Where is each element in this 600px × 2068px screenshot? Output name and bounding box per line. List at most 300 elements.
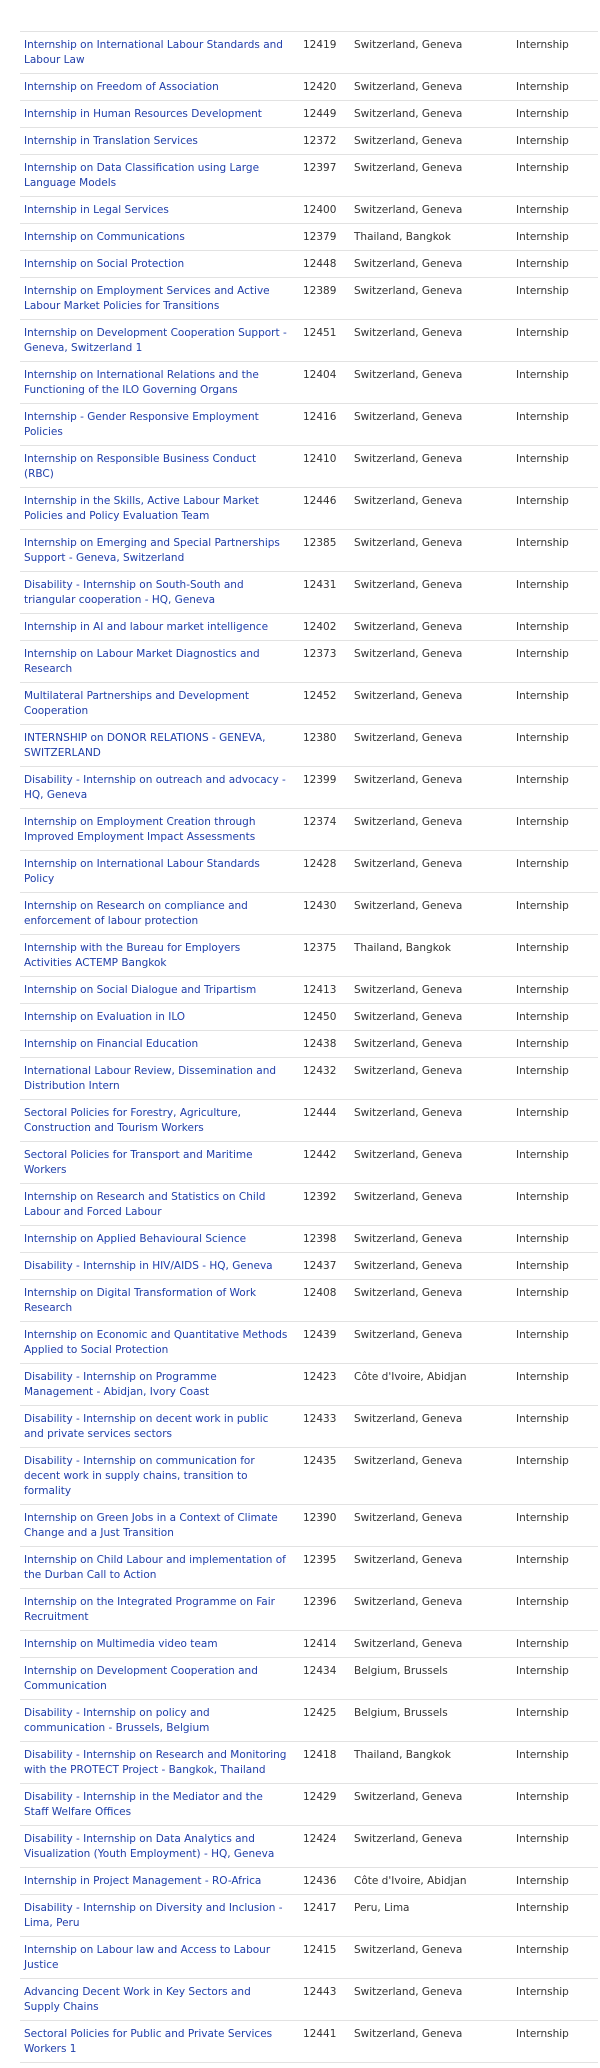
job-title-cell [20, 1895, 299, 1937]
job-id: 12396 [299, 1589, 350, 1631]
job-id: 12374 [299, 809, 350, 851]
job-location: Switzerland, Geneva [350, 893, 512, 935]
job-listing-table [20, 31, 598, 2063]
job-location: Switzerland, Geneva [350, 977, 512, 1004]
job-type: Internship [512, 683, 598, 725]
job-type: Internship [512, 1505, 598, 1547]
table-row [20, 767, 598, 809]
job-title-link[interactable]: Disability - Internship on communication for decent work in supply chains, transition to formality [24, 1455, 255, 1497]
job-location: Switzerland, Geneva [350, 1547, 512, 1589]
job-type: Internship [512, 1004, 598, 1031]
job-title-link[interactable]: Internship - Gender Responsive Employment Policies [24, 411, 259, 438]
job-title-link[interactable]: Internship in the Skills, Active Labour Market Policies and Policy Evaluation Team [24, 495, 259, 522]
table-row [20, 2021, 598, 2063]
job-id: 12449 [299, 101, 350, 128]
job-id: 12441 [299, 2021, 350, 2063]
job-location: Switzerland, Geneva [350, 2021, 512, 2063]
table-row [20, 1226, 598, 1253]
table-row [20, 851, 598, 893]
job-id: 12446 [299, 488, 350, 530]
job-type: Internship [512, 278, 598, 320]
job-title-cell [20, 1631, 299, 1658]
table-row [20, 1322, 598, 1364]
job-title-link[interactable]: Internship on Development Cooperation Support - Geneva, Switzerland 1 [24, 327, 287, 354]
job-type: Internship [512, 1658, 598, 1700]
job-id: 12392 [299, 1184, 350, 1226]
job-location: Switzerland, Geneva [350, 251, 512, 278]
job-id: 12430 [299, 893, 350, 935]
job-location: Switzerland, Geneva [350, 1142, 512, 1184]
job-title-cell [20, 614, 299, 641]
job-id: 12432 [299, 1058, 350, 1100]
job-title-cell [20, 155, 299, 197]
job-type: Internship [512, 614, 598, 641]
job-title-cell [20, 74, 299, 101]
job-type: Internship [512, 224, 598, 251]
job-title-cell [20, 1142, 299, 1184]
table-row [20, 320, 598, 362]
job-title-link[interactable]: Internship on Evaluation in ILO [24, 1011, 186, 1023]
job-location: Switzerland, Geneva [350, 530, 512, 572]
job-id: 12408 [299, 1280, 350, 1322]
job-id: 12420 [299, 74, 350, 101]
table-row [20, 1700, 598, 1742]
job-type: Internship [512, 809, 598, 851]
table-row [20, 572, 598, 614]
table-row [20, 446, 598, 488]
table-row [20, 488, 598, 530]
table-row [20, 1895, 598, 1937]
table-row [20, 1505, 598, 1547]
job-title-link[interactable]: Disability - Internship on Diversity and Inclusion - Lima, Peru [24, 1902, 283, 1929]
job-title-link[interactable]: Internship on Economic and Quantitative Methods Applied to Social Protection [24, 1329, 288, 1356]
job-type: Internship [512, 1868, 598, 1895]
job-location: Switzerland, Geneva [350, 1448, 512, 1505]
job-type: Internship [512, 1784, 598, 1826]
job-title-link[interactable]: Internship on Child Labour and implementation of the Durban Call to Action [24, 1554, 286, 1581]
job-title-cell [20, 1868, 299, 1895]
job-type: Internship [512, 1253, 598, 1280]
table-row [20, 1406, 598, 1448]
job-title-cell [20, 1280, 299, 1322]
job-id: 12425 [299, 1700, 350, 1742]
job-id: 12437 [299, 1253, 350, 1280]
table-row [20, 155, 598, 197]
job-location: Switzerland, Geneva [350, 101, 512, 128]
job-id: 12379 [299, 224, 350, 251]
job-location: Switzerland, Geneva [350, 572, 512, 614]
job-id: 12385 [299, 530, 350, 572]
job-location: Switzerland, Geneva [350, 809, 512, 851]
table-row [20, 1280, 598, 1322]
job-type: Internship [512, 767, 598, 809]
job-title-link[interactable]: Internship on Social Dialogue and Tripartism [24, 984, 257, 996]
job-id: 12418 [299, 1742, 350, 1784]
job-type: Internship [512, 893, 598, 935]
job-type: Internship [512, 935, 598, 977]
job-title-cell [20, 251, 299, 278]
job-location: Switzerland, Geneva [350, 1784, 512, 1826]
job-title-link[interactable]: Internship on International Labour Standards and Labour Law [24, 39, 283, 66]
job-location: Switzerland, Geneva [350, 446, 512, 488]
job-location: Switzerland, Geneva [350, 1004, 512, 1031]
job-location: Switzerland, Geneva [350, 74, 512, 101]
job-title-cell [20, 1100, 299, 1142]
job-title-link[interactable]: Multilateral Partnerships and Development Cooperation [24, 690, 250, 717]
job-title-link[interactable]: Sectoral Policies for Public and Private Services Workers 1 [24, 2028, 273, 2055]
job-id: 12450 [299, 1004, 350, 1031]
job-title-link[interactable]: Advancing Decent Work in Key Sectors and Supply Chains [24, 1986, 251, 2013]
job-location: Switzerland, Geneva [350, 851, 512, 893]
job-type: Internship [512, 1937, 598, 1979]
job-title-cell [20, 404, 299, 446]
job-location: Switzerland, Geneva [350, 614, 512, 641]
job-title-link[interactable]: Internship in Translation Services [24, 135, 198, 147]
table-row [20, 1547, 598, 1589]
job-title-cell [20, 1979, 299, 2021]
job-title-cell [20, 935, 299, 977]
job-title-cell [20, 977, 299, 1004]
job-title-link[interactable]: Internship in Legal Services [24, 204, 169, 216]
job-title-link[interactable]: Internship on Labour Market Diagnostics and Research [24, 648, 260, 675]
job-type: Internship [512, 1280, 598, 1322]
job-id: 12417 [299, 1895, 350, 1937]
job-title-cell [20, 278, 299, 320]
job-title-cell [20, 1031, 299, 1058]
job-title-cell [20, 128, 299, 155]
job-type: Internship [512, 251, 598, 278]
job-title-link[interactable]: Disability - Internship on outreach and advocacy - HQ, Geneva [24, 774, 286, 801]
job-title-cell [20, 1700, 299, 1742]
job-location: Thailand, Bangkok [350, 935, 512, 977]
table-row [20, 278, 598, 320]
job-location: Switzerland, Geneva [350, 767, 512, 809]
job-title-link[interactable]: Internship on International Relations and the Functioning of the ILO Governing Organs [24, 369, 259, 396]
job-id: 12436 [299, 1868, 350, 1895]
job-type: Internship [512, 1322, 598, 1364]
job-location: Switzerland, Geneva [350, 128, 512, 155]
job-id: 12395 [299, 1547, 350, 1589]
table-row [20, 101, 598, 128]
job-id: 12452 [299, 683, 350, 725]
job-title-cell [20, 767, 299, 809]
job-id: 12451 [299, 320, 350, 362]
job-location: Switzerland, Geneva [350, 1937, 512, 1979]
job-id: 12431 [299, 572, 350, 614]
job-location: Switzerland, Geneva [350, 1979, 512, 2021]
table-row [20, 1658, 598, 1700]
job-title-cell [20, 530, 299, 572]
job-type: Internship [512, 1589, 598, 1631]
table-row [20, 1364, 598, 1406]
job-title-link[interactable]: Internship on the Integrated Programme on Fair Recruitment [24, 1596, 275, 1623]
job-type: Internship [512, 1448, 598, 1505]
job-title-link[interactable]: Internship on Labour law and Access to Labour Justice [24, 1944, 271, 1971]
job-location: Peru, Lima [350, 1895, 512, 1937]
table-row [20, 1868, 598, 1895]
job-type: Internship [512, 488, 598, 530]
table-row [20, 404, 598, 446]
job-location: Côte d'Ivoire, Abidjan [350, 1868, 512, 1895]
job-location: Switzerland, Geneva [350, 1226, 512, 1253]
table-row [20, 1631, 598, 1658]
job-id: 12390 [299, 1505, 350, 1547]
table-row [20, 251, 598, 278]
job-title-link[interactable]: Internship on Multimedia video team [24, 1638, 218, 1650]
job-title-link[interactable]: Internship in Human Resources Development [24, 108, 262, 120]
job-location: Switzerland, Geneva [350, 278, 512, 320]
job-id: 12419 [299, 32, 350, 74]
job-title-link[interactable]: International Labour Review, Dissemination and Distribution Intern [24, 1065, 277, 1092]
job-title-cell [20, 893, 299, 935]
job-type: Internship [512, 32, 598, 74]
job-id: 12399 [299, 767, 350, 809]
job-title-cell [20, 1784, 299, 1826]
job-title-link[interactable]: Disability - Internship in the Mediator and the Staff Welfare Offices [24, 1791, 263, 1818]
job-title-cell [20, 725, 299, 767]
job-type: Internship [512, 1406, 598, 1448]
job-title-cell [20, 1058, 299, 1100]
job-title-link[interactable]: Internship on Freedom of Association [24, 81, 219, 93]
table-row [20, 1937, 598, 1979]
job-type: Internship [512, 1058, 598, 1100]
job-title-cell [20, 851, 299, 893]
job-location: Switzerland, Geneva [350, 404, 512, 446]
job-title-cell [20, 32, 299, 74]
table-row [20, 1058, 598, 1100]
job-location: Switzerland, Geneva [350, 488, 512, 530]
job-title-cell [20, 1658, 299, 1700]
job-id: 12424 [299, 1826, 350, 1868]
job-title-link[interactable]: Internship on Research and Statistics on Child Labour and Forced Labour [24, 1191, 266, 1218]
job-title-link[interactable]: Internship on Employment Creation through Improved Employment Impact Assessments [24, 816, 256, 843]
job-type: Internship [512, 404, 598, 446]
job-id: 12404 [299, 362, 350, 404]
job-type: Internship [512, 1364, 598, 1406]
job-type: Internship [512, 155, 598, 197]
job-title-cell [20, 1364, 299, 1406]
job-id: 12423 [299, 1364, 350, 1406]
table-row [20, 1589, 598, 1631]
job-id: 12413 [299, 977, 350, 1004]
job-title-link[interactable]: Internship on Development Cooperation and Communication [24, 1665, 258, 1692]
job-title-cell [20, 1547, 299, 1589]
job-location: Switzerland, Geneva [350, 1280, 512, 1322]
job-title-link[interactable]: Sectoral Policies for Transport and Maritime Workers [24, 1149, 253, 1176]
table-row [20, 32, 598, 74]
job-title-cell [20, 1226, 299, 1253]
job-type: Internship [512, 1979, 598, 2021]
job-title-cell [20, 2021, 299, 2063]
table-row [20, 1979, 598, 2021]
job-listing-body [20, 32, 598, 2063]
job-location: Switzerland, Geneva [350, 320, 512, 362]
job-id: 12442 [299, 1142, 350, 1184]
job-title-link[interactable]: Internship on Responsible Business Conduct (RBC) [24, 453, 257, 480]
job-title-link[interactable]: Internship with the Bureau for Employers Activities ACTEMP Bangkok [24, 942, 241, 969]
job-type: Internship [512, 1100, 598, 1142]
job-title-cell [20, 1505, 299, 1547]
job-title-link[interactable]: Internship on Research on compliance and enforcement of labour protection [24, 900, 248, 927]
job-location: Switzerland, Geneva [350, 1589, 512, 1631]
job-title-link[interactable]: Disability - Internship on Data Analytics and Visualization (Youth Employment) - HQ, Geneva [24, 1833, 275, 1860]
job-title-link[interactable]: Internship on Data Classification using Large Language Models [24, 162, 260, 189]
job-title-cell [20, 1589, 299, 1631]
job-type: Internship [512, 1631, 598, 1658]
job-title-cell [20, 224, 299, 251]
job-type: Internship [512, 1742, 598, 1784]
job-title-cell [20, 1004, 299, 1031]
job-id: 12416 [299, 404, 350, 446]
job-type: Internship [512, 641, 598, 683]
job-location: Thailand, Bangkok [350, 224, 512, 251]
job-id: 12429 [299, 1784, 350, 1826]
job-id: 12443 [299, 1979, 350, 2021]
job-location: Switzerland, Geneva [350, 1826, 512, 1868]
job-location: Switzerland, Geneva [350, 683, 512, 725]
table-row [20, 935, 598, 977]
job-title-cell [20, 446, 299, 488]
job-id: 12434 [299, 1658, 350, 1700]
job-title-cell [20, 488, 299, 530]
table-row [20, 1448, 598, 1505]
job-title-link[interactable]: Internship on Green Jobs in a Context of Climate Change and a Just Transition [24, 1512, 278, 1539]
job-id: 12380 [299, 725, 350, 767]
job-location: Switzerland, Geneva [350, 641, 512, 683]
job-title-link[interactable]: Disability - Internship on South-South and triangular cooperation - HQ, Geneva [24, 579, 244, 606]
job-title-link[interactable]: Internship on Social Protection [24, 258, 185, 270]
job-id: 12414 [299, 1631, 350, 1658]
job-type: Internship [512, 128, 598, 155]
table-row [20, 1253, 598, 1280]
job-id: 12389 [299, 278, 350, 320]
table-row [20, 1826, 598, 1868]
job-location: Belgium, Brussels [350, 1658, 512, 1700]
job-type: Internship [512, 530, 598, 572]
table-row [20, 197, 598, 224]
table-row [20, 893, 598, 935]
job-type: Internship [512, 1826, 598, 1868]
job-location: Switzerland, Geneva [350, 1505, 512, 1547]
job-location: Switzerland, Geneva [350, 1184, 512, 1226]
job-id: 12410 [299, 446, 350, 488]
job-title-cell [20, 683, 299, 725]
table-row [20, 977, 598, 1004]
job-title-link[interactable]: Disability - Internship in HIV/AIDS - HQ, Geneva [24, 1260, 273, 1272]
job-location: Switzerland, Geneva [350, 725, 512, 767]
job-title-link[interactable]: Disability - Internship on Research and Monitoring with the PROTECT Project - Bangkok, Thailand [24, 1749, 287, 1776]
job-title-cell [20, 1322, 299, 1364]
job-location: Switzerland, Geneva [350, 1406, 512, 1448]
table-row [20, 683, 598, 725]
job-title-cell [20, 1253, 299, 1280]
table-row [20, 614, 598, 641]
job-id: 12438 [299, 1031, 350, 1058]
table-row [20, 1742, 598, 1784]
job-title-link[interactable]: Internship on Applied Behavioural Science [24, 1233, 247, 1245]
job-type: Internship [512, 362, 598, 404]
job-title-link[interactable]: Internship in Project Management - RO-Africa [24, 1875, 262, 1887]
table-row [20, 1031, 598, 1058]
job-location: Switzerland, Geneva [350, 1100, 512, 1142]
job-location: Belgium, Brussels [350, 1700, 512, 1742]
job-id: 12400 [299, 197, 350, 224]
job-title-cell [20, 1742, 299, 1784]
job-title-link[interactable]: Sectoral Policies for Forestry, Agriculture, Construction and Tourism Workers [24, 1107, 241, 1134]
job-title-link[interactable]: Internship on Emerging and Special Partnerships Support - Geneva, Switzerland [24, 537, 280, 564]
table-row [20, 128, 598, 155]
table-row [20, 641, 598, 683]
job-type: Internship [512, 1184, 598, 1226]
job-type: Internship [512, 446, 598, 488]
job-title-link[interactable]: Internship on Digital Transformation of Work Research [24, 1287, 257, 1314]
job-title-cell [20, 809, 299, 851]
table-row [20, 530, 598, 572]
job-type: Internship [512, 1031, 598, 1058]
job-type: Internship [512, 1142, 598, 1184]
job-location: Switzerland, Geneva [350, 1322, 512, 1364]
job-title-cell [20, 197, 299, 224]
job-location: Switzerland, Geneva [350, 1631, 512, 1658]
job-type: Internship [512, 320, 598, 362]
table-row [20, 809, 598, 851]
job-title-link[interactable]: Internship on Employment Services and Active Labour Market Policies for Transitions [24, 285, 270, 312]
job-title-link[interactable]: Disability - Internship on policy and communication - Brussels, Belgium [24, 1707, 210, 1734]
job-title-cell [20, 1826, 299, 1868]
job-location: Switzerland, Geneva [350, 1253, 512, 1280]
job-title-cell [20, 1448, 299, 1505]
job-title-link[interactable]: Internship on International Labour Standards Policy [24, 858, 260, 885]
job-type: Internship [512, 1226, 598, 1253]
job-title-link[interactable]: Internship in AI and labour market intelligence [24, 621, 269, 633]
job-id: 12375 [299, 935, 350, 977]
job-location: Switzerland, Geneva [350, 197, 512, 224]
job-id: 12373 [299, 641, 350, 683]
table-row [20, 725, 598, 767]
job-type: Internship [512, 1700, 598, 1742]
job-location: Côte d'Ivoire, Abidjan [350, 1364, 512, 1406]
job-title-link[interactable]: Internship on Financial Education [24, 1038, 199, 1050]
job-title-cell [20, 320, 299, 362]
job-type: Internship [512, 1895, 598, 1937]
job-title-cell [20, 1937, 299, 1979]
job-id: 12415 [299, 1937, 350, 1979]
table-row [20, 1142, 598, 1184]
job-title-cell [20, 362, 299, 404]
job-title-cell [20, 641, 299, 683]
job-id: 12435 [299, 1448, 350, 1505]
job-id: 12402 [299, 614, 350, 641]
job-title-link[interactable]: Disability - Internship on decent work in public and private services sectors [24, 1413, 269, 1440]
job-location: Switzerland, Geneva [350, 362, 512, 404]
job-type: Internship [512, 74, 598, 101]
job-type: Internship [512, 2021, 598, 2063]
job-title-link[interactable]: Disability - Internship on Programme Management - Abidjan, Ivory Coast [24, 1371, 217, 1398]
table-row [20, 1184, 598, 1226]
job-title-link[interactable]: Internship on Communications [24, 231, 185, 243]
table-row [20, 1100, 598, 1142]
job-type: Internship [512, 101, 598, 128]
table-row [20, 1004, 598, 1031]
job-title-cell [20, 101, 299, 128]
job-id: 12448 [299, 251, 350, 278]
job-id: 12398 [299, 1226, 350, 1253]
job-location: Thailand, Bangkok [350, 1742, 512, 1784]
job-id: 12372 [299, 128, 350, 155]
job-type: Internship [512, 725, 598, 767]
table-row [20, 224, 598, 251]
job-title-link[interactable]: INTERNSHIP on DONOR RELATIONS - GENEVA, SWITZERLAND [24, 732, 266, 759]
